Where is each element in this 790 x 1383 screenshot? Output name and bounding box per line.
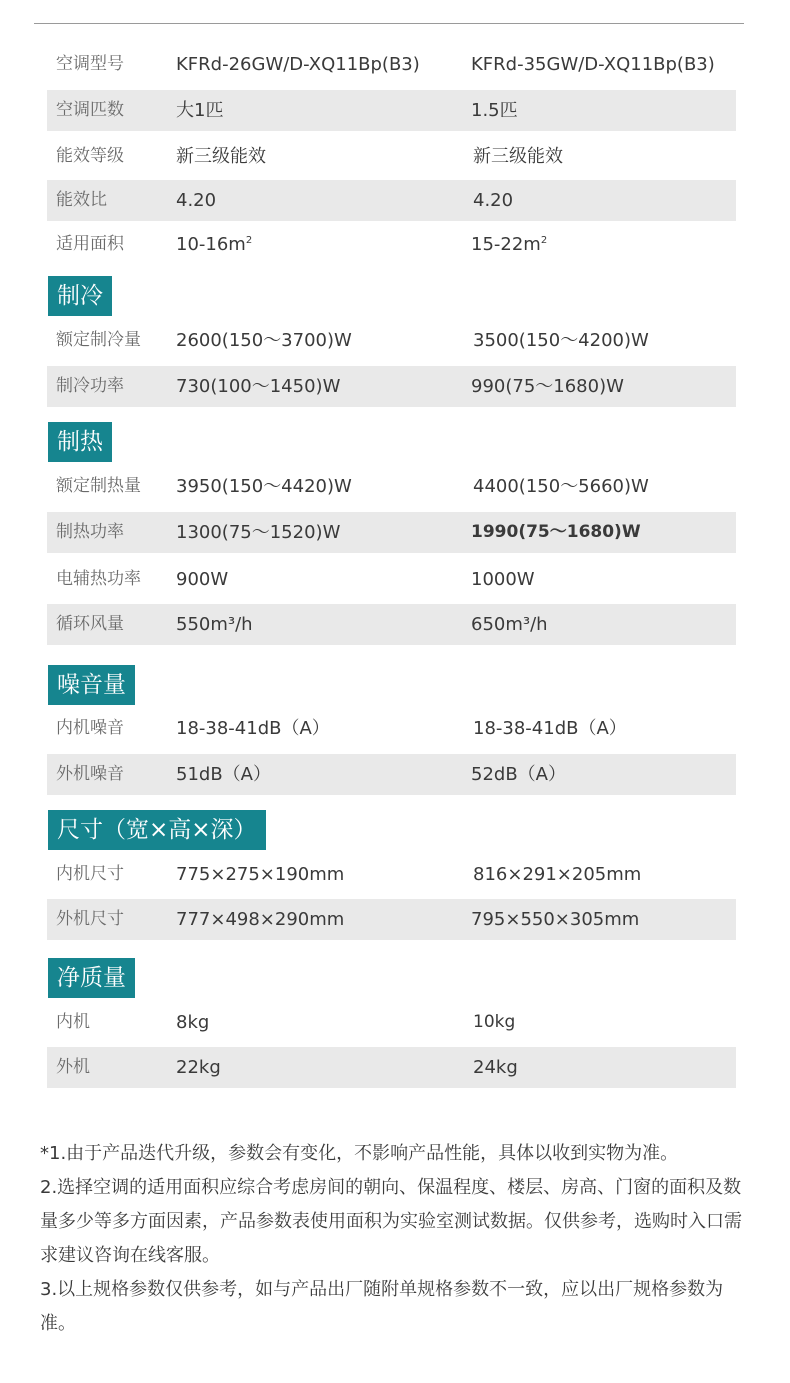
spec-value-rated-cooling-1: 2600(150～3700)W <box>176 330 352 351</box>
spec-row-rated-heating <box>47 466 736 507</box>
spec-value-horsepower-2: 1.5匹 <box>471 100 518 121</box>
spec-row-outdoor-size <box>47 899 736 940</box>
top-divider <box>34 23 744 24</box>
section-title-noise: 噪音量 <box>48 665 135 705</box>
spec-value-indoor-noise-2: 18-38-41dB（A） <box>473 718 627 739</box>
spec-value-indoor-weight-2: 10kg <box>473 1012 516 1032</box>
spec-row-airflow <box>47 604 736 645</box>
spec-value-outdoor-noise-1: 51dB（A） <box>176 764 271 785</box>
spec-value-efficiency-ratio-1: 4.20 <box>176 190 217 211</box>
section-title-cooling: 制冷 <box>48 276 112 316</box>
spec-label: 内机 <box>56 1012 90 1032</box>
spec-row-area <box>47 224 736 265</box>
spec-label: 外机 <box>56 1057 90 1077</box>
spec-row-efficiency-ratio <box>47 180 736 221</box>
spec-label: 外机噪音 <box>56 764 124 784</box>
spec-value-aux-heating-2: 1000W <box>471 569 535 590</box>
spec-row-indoor-noise <box>47 708 736 749</box>
spec-label: 电辅热功率 <box>56 569 141 589</box>
area-unit-superscript: 2 <box>245 235 253 246</box>
spec-value-horsepower-1: 大1匹 <box>176 100 224 121</box>
disclaimer-notes <box>40 1137 752 1341</box>
spec-row-heating-power <box>47 512 736 553</box>
spec-label: 空调型号 <box>56 54 124 74</box>
spec-row-outdoor-weight <box>47 1047 736 1088</box>
spec-value-model-2: KFRd-35GW/D-XQ11Bp(B3) <box>471 54 715 75</box>
section-title-size: 尺寸（宽×高×深） <box>48 810 266 850</box>
spec-value-outdoor-weight-1: 22kg <box>176 1057 221 1078</box>
spec-label: 额定制热量 <box>56 476 141 496</box>
spec-label: 能效等级 <box>56 146 124 166</box>
spec-value-cooling-power-1: 730(100～1450)W <box>176 376 341 397</box>
spec-value-energy-grade-2: 新三级能效 <box>473 146 563 167</box>
spec-value-aux-heating-1: 900W <box>176 569 229 590</box>
spec-value-cooling-power-2: 990(75～1680)W <box>471 376 624 397</box>
area-unit-superscript: 2 <box>540 235 548 246</box>
spec-row-model <box>47 44 736 85</box>
spec-value-area-1 <box>176 224 252 265</box>
spec-value-outdoor-weight-2: 24kg <box>473 1057 518 1078</box>
spec-label: 外机尺寸 <box>56 909 124 929</box>
spec-value-energy-grade-1: 新三级能效 <box>176 146 266 167</box>
spec-value-outdoor-size-1: 777×498×290mm <box>176 909 345 930</box>
area-value: 15-22m <box>471 234 541 255</box>
spec-label: 制热功率 <box>56 522 124 542</box>
spec-label: 适用面积 <box>56 234 124 254</box>
spec-value-model-1: KFRd-26GW/D-XQ11Bp(B3) <box>176 54 420 75</box>
spec-label: 内机噪音 <box>56 718 124 738</box>
spec-label: 循环风量 <box>56 614 124 634</box>
spec-label: 制冷功率 <box>56 376 124 396</box>
spec-value-rated-heating-1: 3950(150～4420)W <box>176 476 352 497</box>
spec-label: 空调匹数 <box>56 100 124 120</box>
spec-value-outdoor-size-2: 795×550×305mm <box>471 909 640 930</box>
spec-row-outdoor-noise <box>47 754 736 795</box>
spec-row-rated-cooling <box>47 320 736 361</box>
spec-row-energy-grade <box>47 136 736 177</box>
spec-value-indoor-noise-1: 18-38-41dB（A） <box>176 718 330 739</box>
spec-value-outdoor-noise-2: 52dB（A） <box>471 764 566 785</box>
spec-row-indoor-weight <box>47 1002 736 1043</box>
disclaimer-note-2: 2.选择空调的适用面积应综合考虑房间的朝向、保温程度、楼层、房高、门窗的面积及数量多少等多方面因素，产品参数表使用面积为实验室测试数据。仅供参考，选购时入口需求建议咨询在线客服。 <box>40 1177 742 1266</box>
spec-value-airflow-1: 550m³/h <box>176 614 253 635</box>
spec-value-area-2 <box>471 224 547 265</box>
spec-value-rated-cooling-2: 3500(150～4200)W <box>473 330 649 351</box>
spec-row-horsepower <box>47 90 736 131</box>
spec-row-cooling-power <box>47 366 736 407</box>
spec-label: 额定制冷量 <box>56 330 141 350</box>
spec-value-airflow-2: 650m³/h <box>471 614 548 635</box>
disclaimer-note-1: *1.由于产品迭代升级，参数会有变化，不影响产品性能，具体以收到实物为准。 <box>40 1143 679 1164</box>
section-title-weight: 净质量 <box>48 958 135 998</box>
spec-value-rated-heating-2: 4400(150～5660)W <box>473 476 649 497</box>
spec-row-aux-heating <box>47 559 736 600</box>
spec-value-indoor-size-1: 775×275×190mm <box>176 864 345 885</box>
disclaimer-note-3: 3.以上规格参数仅供参考，如与产品出厂随附单规格参数不一致，应以出厂规格参数为准。 <box>40 1279 724 1334</box>
spec-value-heating-power-1: 1300(75～1520)W <box>176 522 341 543</box>
spec-label: 能效比 <box>56 190 107 210</box>
spec-row-indoor-size <box>47 854 736 895</box>
spec-label: 内机尺寸 <box>56 864 124 884</box>
section-title-heating: 制热 <box>48 422 112 462</box>
spec-value-indoor-size-2: 816×291×205mm <box>473 864 642 885</box>
spec-value-efficiency-ratio-2: 4.20 <box>473 190 514 211</box>
spec-value-indoor-weight-1: 8kg <box>176 1012 210 1033</box>
spec-value-heating-power-2: 1990(75～1680)W <box>471 522 641 542</box>
area-value: 10-16m <box>176 234 246 255</box>
